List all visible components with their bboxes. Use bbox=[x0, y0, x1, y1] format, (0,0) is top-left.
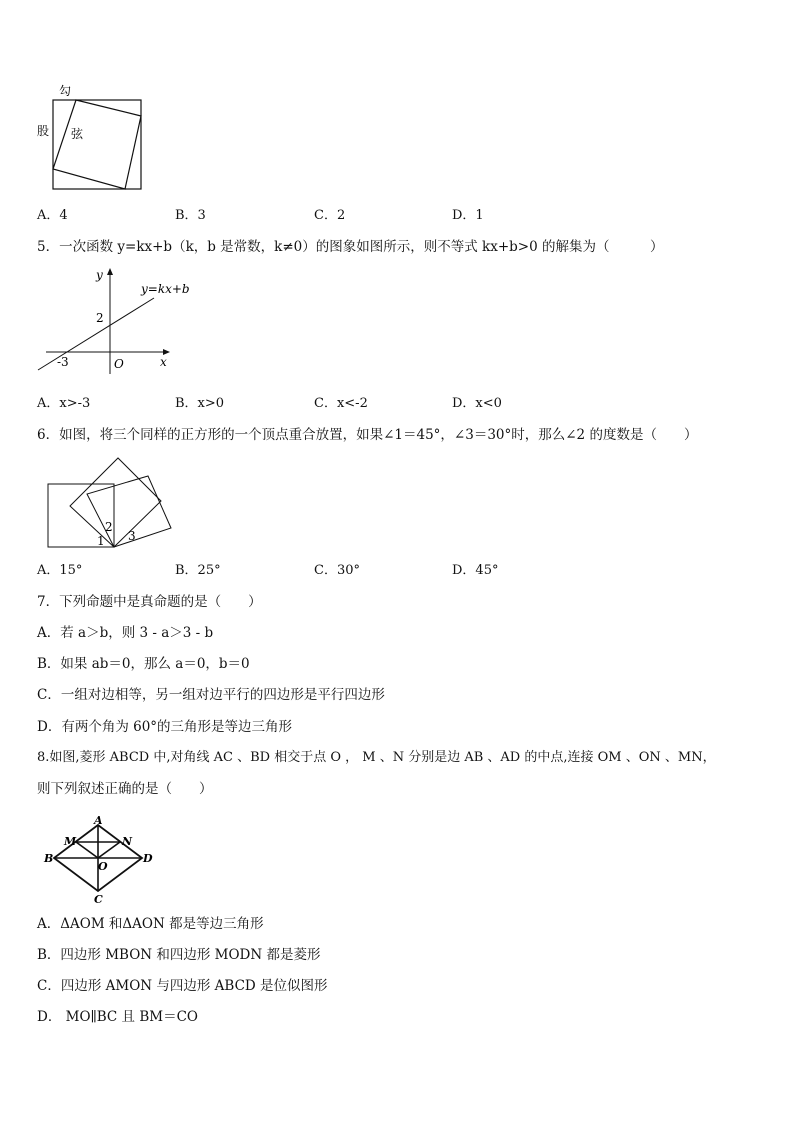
q4-options bbox=[37, 207, 737, 225]
q7-option-d[interactable]: D．有两个角为 60°的三角形是等边三角形 bbox=[37, 719, 293, 735]
q8-option-a[interactable]: A．ΔAOM 和ΔAON 都是等边三角形 bbox=[37, 916, 264, 932]
q6-option-d[interactable]: D．45° bbox=[452, 563, 499, 578]
q7-option-c[interactable]: C．一组对边相等，另一组对边平行的四边形是平行四边形 bbox=[37, 687, 385, 703]
q7-stem: 7．下列命题中是真命题的是（ ） bbox=[37, 594, 262, 610]
line-label: y=kx+b bbox=[141, 282, 190, 296]
linear-function-graph bbox=[30, 262, 200, 377]
vertex-a-label: A bbox=[94, 814, 103, 827]
origin-label: O bbox=[114, 357, 124, 371]
function-line bbox=[38, 298, 154, 370]
angle-1-label: 1 bbox=[97, 534, 105, 548]
q5-stem: 5．一次函数 y=kx+b（k，b 是常数，k≠0）的图象如图所示，则不等式 kx+b>0 的解集为（ ） bbox=[37, 239, 664, 255]
vertex-d-label: D bbox=[143, 852, 153, 865]
x-axis-label: x bbox=[160, 355, 167, 369]
angle-3-label: 3 bbox=[128, 529, 136, 543]
point-m-label: M bbox=[64, 835, 77, 848]
q5-option-c[interactable]: C．x<-2 bbox=[314, 396, 368, 411]
three-squares-figure bbox=[40, 452, 180, 554]
y-axis-label: y bbox=[96, 268, 103, 282]
xian-label: 弦 bbox=[71, 127, 84, 141]
gu-label: 股 bbox=[37, 124, 50, 138]
q5-option-d[interactable]: D．x<0 bbox=[452, 396, 502, 411]
q7-option-b[interactable]: B．如果 ab＝0，那么 a＝0，b＝0 bbox=[37, 656, 250, 672]
q5-options bbox=[37, 395, 737, 413]
y-axis-arrow-icon bbox=[107, 268, 113, 275]
angle-2-label: 2 bbox=[105, 520, 113, 534]
point-n-label: N bbox=[122, 835, 133, 848]
q8-option-d[interactable]: D． MO∥BC 且 BM＝CO bbox=[37, 1009, 198, 1025]
q5-option-b[interactable]: B．x>0 bbox=[175, 396, 225, 411]
q6-option-b[interactable]: B．25° bbox=[175, 563, 221, 578]
q8-stem-line2: 则下列叙述正确的是（ ） bbox=[37, 781, 213, 797]
q6-stem: 6．如图，将三个同样的正方形的一个顶点重合放置，如果∠1＝45°，∠3＝30°时，那么∠2 的度数是（ ） bbox=[37, 427, 698, 443]
segment-om bbox=[76, 842, 98, 858]
pythagoras-figure bbox=[30, 80, 150, 195]
q4-option-c[interactable]: C．2 bbox=[314, 208, 346, 223]
q8-option-b[interactable]: B．四边形 MBON 和四边形 MODN 都是菱形 bbox=[37, 947, 321, 963]
q6-options bbox=[37, 562, 737, 580]
inner-square bbox=[53, 100, 141, 189]
gou-label: 勾 bbox=[59, 84, 72, 98]
q6-option-c[interactable]: C．30° bbox=[314, 563, 360, 578]
point-o-label: O bbox=[98, 860, 108, 873]
q8-option-c[interactable]: C．四边形 AMON 与四边形 ABCD 是位似图形 bbox=[37, 978, 328, 994]
y-intercept-label: 2 bbox=[96, 311, 104, 325]
q8-stem-line1: 8.如图,菱形 ABCD 中,对角线 AC 、BD 相交于点 O ， M 、N 分别是边 AB 、AD 的中点,连接 OM 、ON 、MN， bbox=[37, 750, 716, 765]
q5-option-a[interactable]: A．x>-3 bbox=[37, 396, 91, 411]
q4-option-b[interactable]: B．3 bbox=[175, 208, 206, 223]
vertex-c-label: C bbox=[94, 893, 103, 906]
rhombus-figure bbox=[40, 815, 160, 905]
q4-option-d[interactable]: D．1 bbox=[452, 208, 484, 223]
square-2 bbox=[70, 458, 161, 547]
q6-option-a[interactable]: A．15° bbox=[37, 563, 83, 578]
x-intercept-label: -3 bbox=[57, 355, 69, 369]
q4-option-a[interactable]: A．4 bbox=[37, 208, 68, 223]
vertex-b-label: B bbox=[44, 852, 54, 865]
segment-on bbox=[98, 842, 120, 858]
q7-option-a[interactable]: A．若 a＞b，则 3 - a＞3 - b bbox=[37, 625, 214, 641]
